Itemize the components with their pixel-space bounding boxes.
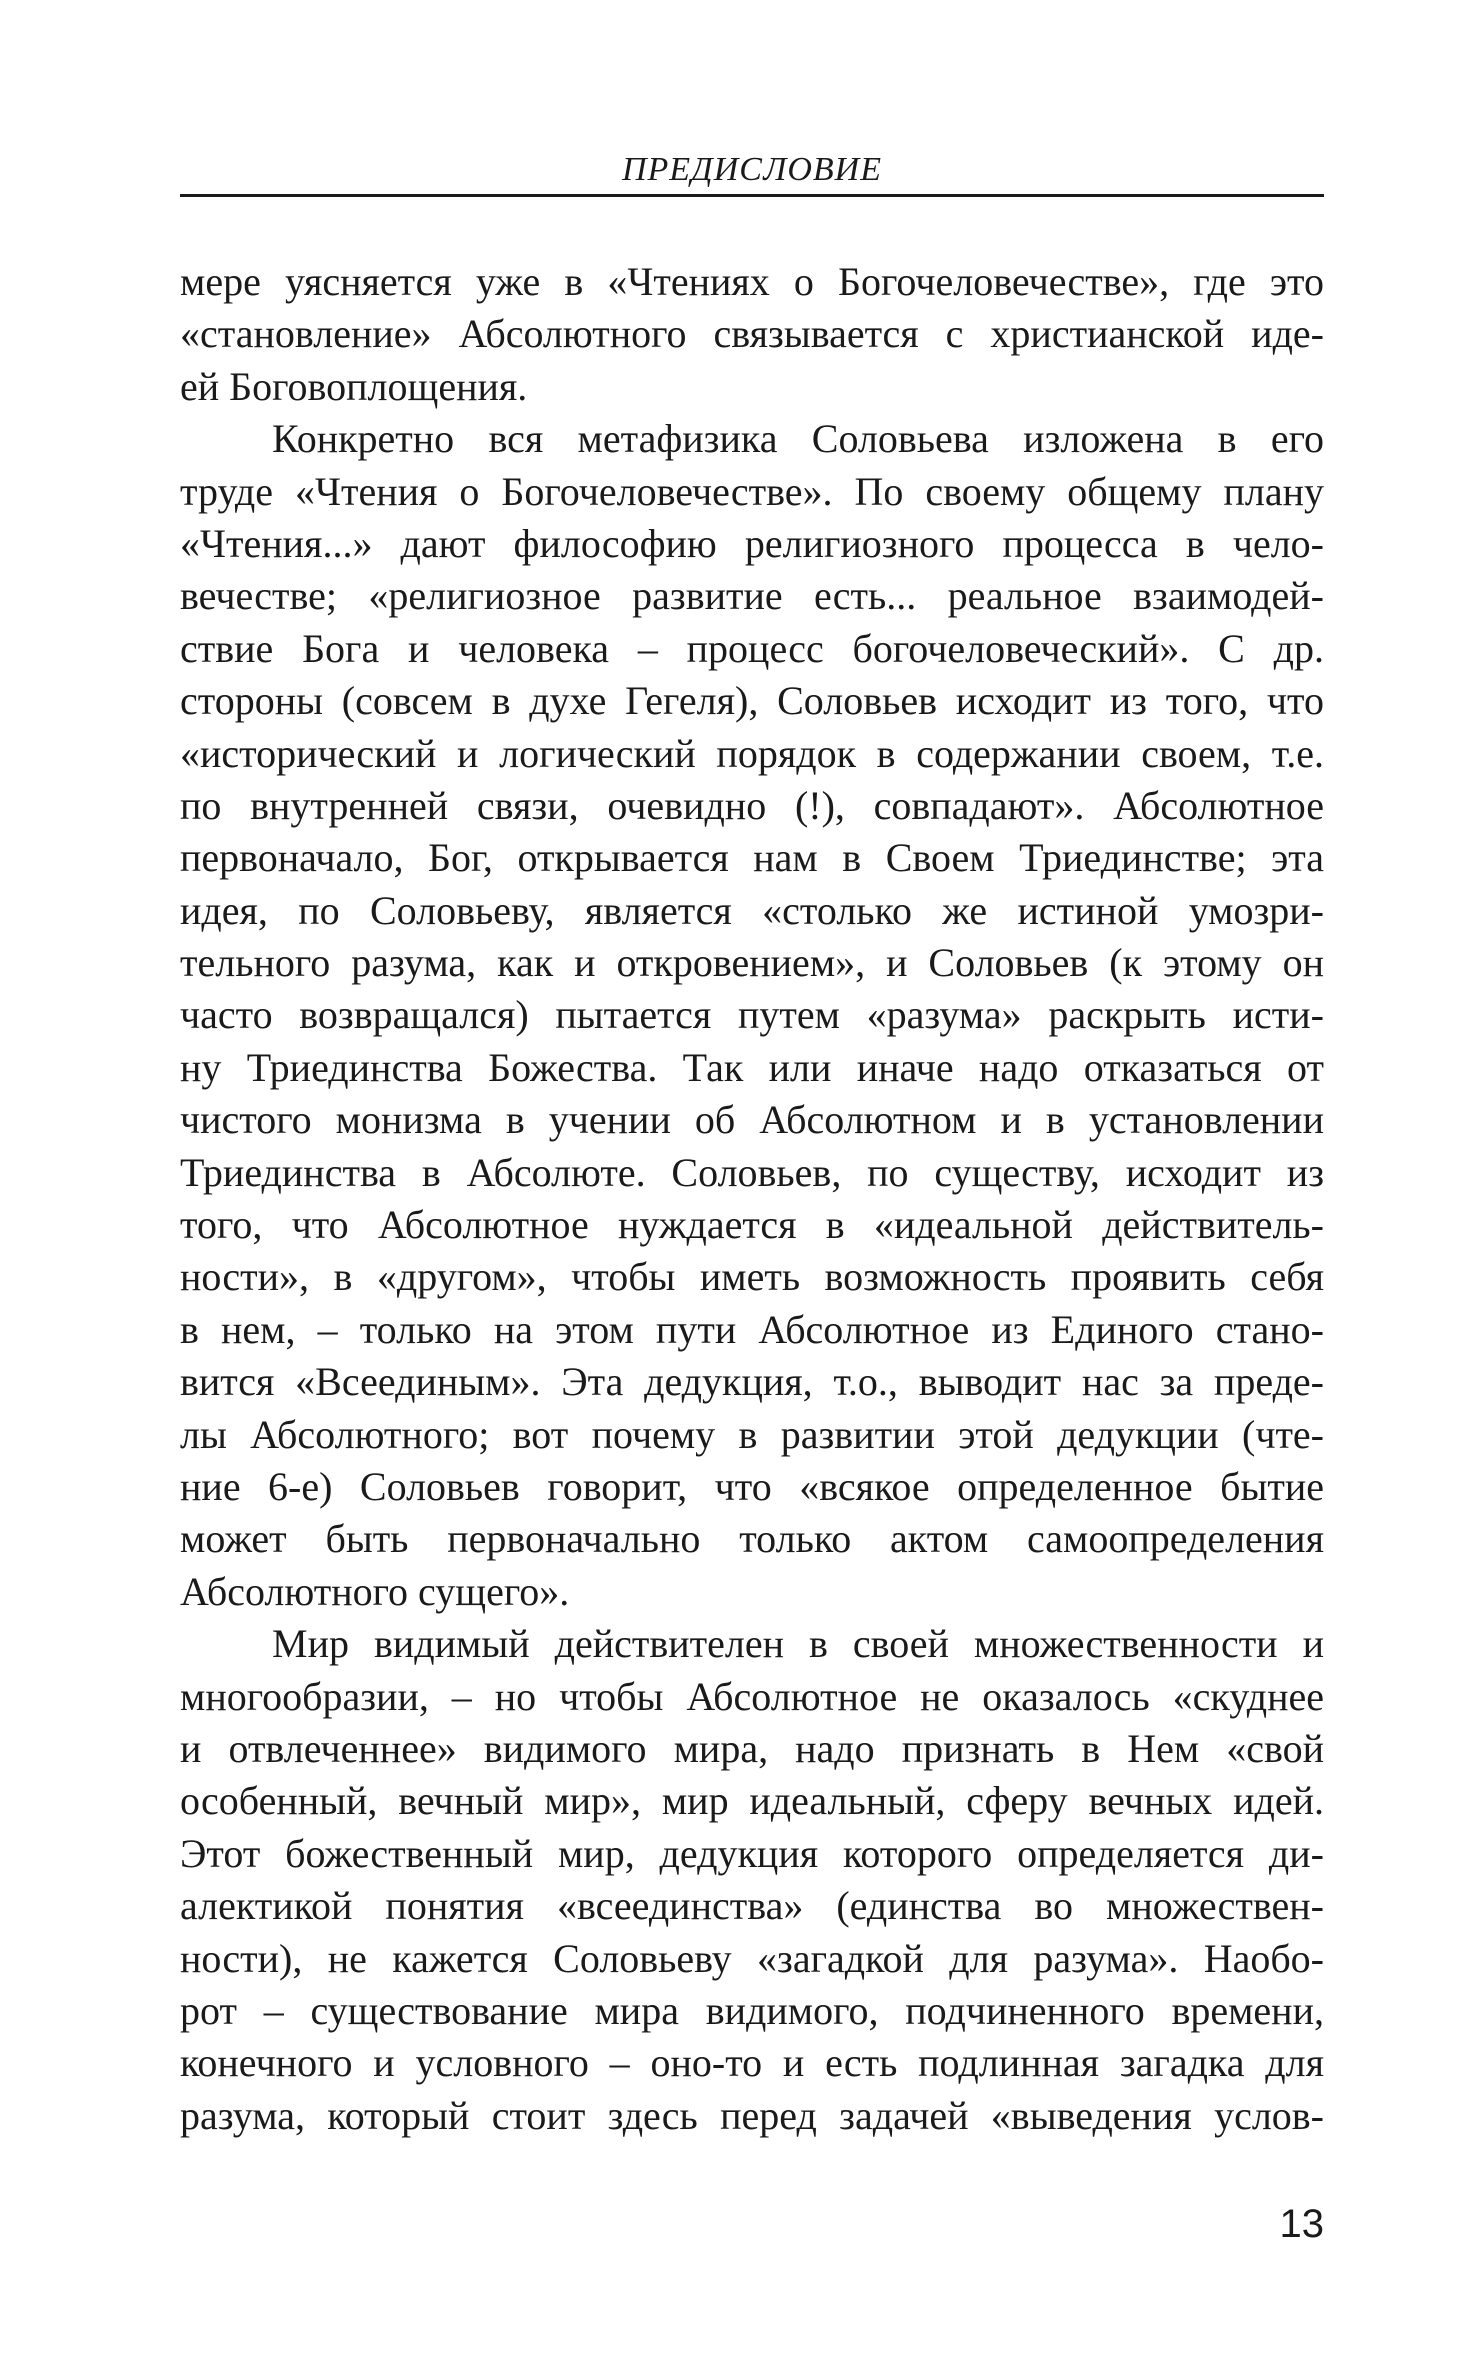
text-line: «исторический и логический порядок в содержании своем, т.е. [180,730,1324,776]
text-line: может быть первоначально только актом самоопределения [180,1516,1324,1562]
text-line: тельного разума, как и откровением», и Соловьев (к этому он [180,940,1324,986]
body-text [180,256,1324,2142]
text-line: ей Боговоплощения. [180,363,528,409]
header-rule [180,194,1324,197]
text-line: и отвлеченнее» видимого мира, надо признать в Нем «свой [180,1725,1324,1771]
text-line: того, что Абсолютное нуждается в «идеальной действитель- [180,1202,1324,1248]
text-line: стороны (совсем в духе Гегеля), Соловьев исходит из того, что [180,678,1324,724]
text-line: мере уясняется уже в «Чтениях о Богочеловечестве», где это [180,259,1324,304]
text-line: Этот божественный мир, дедукция которого определяется ди- [180,1830,1324,1876]
text-line: Абсолютного сущего». [180,1568,570,1614]
text-line: «Чтения...» дают философию религиозного процесса в чело- [180,520,1324,566]
text-line: вится «Всеединым». Эта дедукция, т.о., выводит нас за преде- [180,1359,1324,1405]
paragraph-continuation [180,256,1324,413]
text-line: разума, который стоит здесь перед задачей «выведения услов- [180,2092,1324,2138]
text-line: ние 6-е) Соловьев говорит, что «всякое определенное бытие [180,1463,1324,1509]
text-line: чистого монизма в учении об Абсолютном и в установлении [180,1097,1324,1143]
text-line: конечного и условного – оно-то и есть подлинная загадка для [180,2040,1324,2086]
text-line: ствие Бога и человека – процесс богочеловеческий». С др. [180,625,1324,671]
text-line: Триединства в Абсолюте. Соловьев, по существу, исходит из [180,1149,1324,1195]
text-line: многообразии, – но чтобы Абсолютное не оказалось «скуднее [180,1673,1324,1719]
text-line: особенный, вечный мир», мир идеальный, сферу вечных идей. [180,1778,1324,1824]
text-line: первоначало, Бог, открывается нам в Своем Триединстве; эта [180,835,1324,881]
text-line: вечестве; «религиозное развитие есть... реальное взаимодей- [180,573,1324,619]
text-line: лы Абсолютного; вот почему в развитии этой дедукции (чте- [180,1411,1324,1457]
running-head: ПРЕДИСЛОВИЕ [621,151,883,188]
text-line: рот – существование мира видимого, подчиненного времени, [180,1987,1324,2033]
page-number: 13 [1279,2202,1324,2246]
text-line: идея, по Соловьеву, является «столько же истиной умозри- [180,887,1324,933]
text-line: Мир видимый действителен в своей множественности и [272,1621,1324,1667]
paragraph-metaphysics [180,413,1324,1618]
text-line: ности), не кажется Соловьеву «загадкой для разума». Наобо- [180,1935,1324,1981]
text-line: ности», в «другом», чтобы иметь возможность проявить себя [180,1254,1324,1300]
paragraph-visible-world [180,1618,1324,2142]
text-line: часто возвращался) пытается путем «разума» раскрыть исти- [180,992,1324,1038]
text-line: «становление» Абсолютного связывается с христианской иде- [180,311,1324,357]
text-line: труде «Чтения о Богочеловечестве». По своему общему плану [180,468,1324,514]
text-line: в нем, – только на этом пути Абсолютное из Единого стано- [180,1306,1324,1352]
text-line: ну Триединства Божества. Так или иначе надо отказаться от [180,1044,1324,1090]
text-line: по внутренней связи, очевидно (!), совпадают». Абсолютное [180,782,1324,828]
text-line: алектикой понятия «всеединства» (единства во множествен- [180,1883,1324,1929]
text-line: Конкретно вся метафизика Соловьева изложена в его [272,416,1324,462]
